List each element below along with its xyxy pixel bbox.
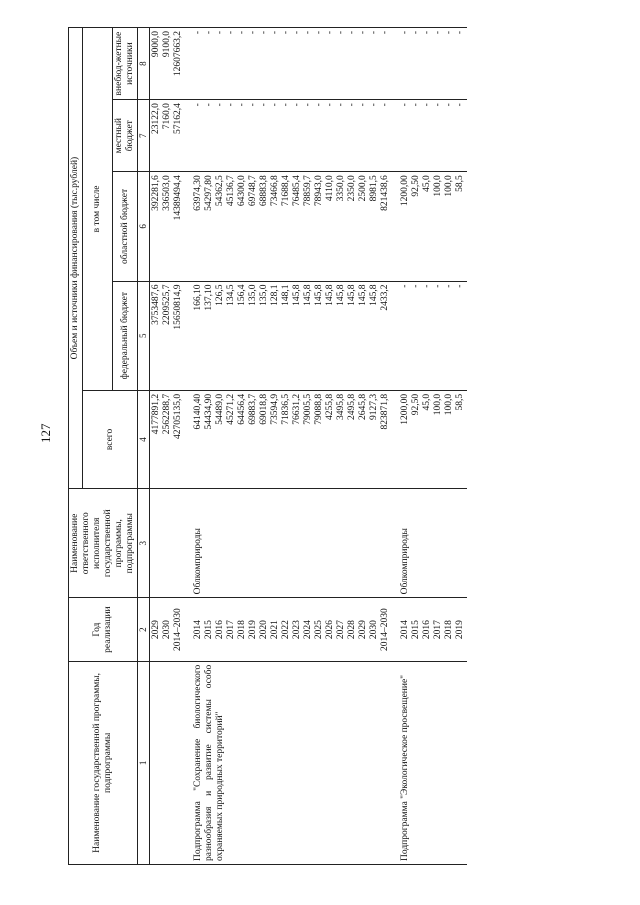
value-line: 2019 <box>248 620 258 640</box>
value-line: - <box>292 103 302 107</box>
value-line: - <box>380 103 390 107</box>
value-line: - <box>369 103 379 107</box>
header-local: местный бюджет <box>113 100 138 172</box>
value-line: 135,0 <box>259 284 269 306</box>
column-number: 4 <box>138 390 150 488</box>
value-line: - <box>248 103 258 107</box>
value-line: 71688,4 <box>281 175 291 207</box>
value-line: 9127,3 <box>369 393 379 420</box>
header-executor: Наименование ответственного исполнителя государственной программы, подпрограммы <box>69 489 138 598</box>
value-line: 54362,5 <box>215 175 225 207</box>
value-line: 823871,8 <box>380 393 390 430</box>
value-line: - <box>400 103 410 107</box>
local-cell: 23122,0 7160,0 57162,4 <box>150 100 186 172</box>
value-line: - <box>336 31 346 35</box>
value-line: 2020 <box>259 620 269 640</box>
value-line: - <box>259 31 269 35</box>
value-line: 78859,7 <box>303 175 313 207</box>
regional-cell: 392281,6 336503,0 14389494,4 <box>150 172 186 281</box>
value-line: 78943,0 <box>314 175 324 207</box>
value-line: 73466,8 <box>270 175 280 207</box>
value-line: - <box>444 103 454 107</box>
value-line: - <box>248 31 258 35</box>
value-line: 92,50 <box>411 175 421 197</box>
value-line: 4110,0 <box>325 175 335 202</box>
value-line: - <box>270 103 280 107</box>
column-number: 6 <box>138 172 150 281</box>
value-line: - <box>422 103 432 107</box>
year-cell <box>185 598 392 661</box>
value-line: - <box>347 31 357 35</box>
value-line: 2023 <box>292 620 302 640</box>
executor-cell <box>150 489 186 598</box>
regional-cell <box>185 172 392 281</box>
local-cell <box>392 100 467 172</box>
value-line: 45,0 <box>422 393 432 411</box>
value-line: - <box>325 31 335 35</box>
value-line: - <box>369 31 379 35</box>
value-line: 145,8 <box>369 284 379 306</box>
value-line: - <box>444 31 454 35</box>
value-line: - <box>325 103 335 107</box>
value-line: 2018 <box>237 620 247 640</box>
value-line: 1200,00 <box>400 175 410 207</box>
value-line: - <box>303 31 313 35</box>
column-number: 2 <box>138 598 150 661</box>
value-line: - <box>411 31 421 35</box>
value-line: 2500,0 <box>358 175 368 202</box>
value-line: 134,5 <box>226 284 236 306</box>
value-line: 2017 <box>433 620 443 640</box>
value-line: - <box>193 103 203 107</box>
value-line: 2028 <box>347 620 357 640</box>
value-line: 69883,7 <box>248 393 258 425</box>
executor-cell: Облкомприроды <box>392 489 467 598</box>
value-line: - <box>336 103 346 107</box>
value-line: 2015 <box>204 620 214 640</box>
header-total: всего <box>83 390 138 488</box>
value-line: 2024 <box>303 620 313 640</box>
biodiversity-subprogram-row <box>185 28 392 865</box>
value-line: 69018,8 <box>259 393 269 425</box>
page-number: 127 <box>38 423 53 443</box>
value-line: 64140,40 <box>193 393 203 430</box>
value-line: 126,5 <box>215 284 225 306</box>
financing-table <box>68 27 467 865</box>
value-line: 2022 <box>281 620 291 640</box>
value-line: - <box>411 103 421 107</box>
value-line: 135,0 <box>248 284 258 306</box>
value-line: - <box>358 103 368 107</box>
value-line: - <box>358 31 368 35</box>
value-line: 3350,0 <box>336 175 346 202</box>
total-cell <box>392 390 467 488</box>
program-name-cell <box>150 661 186 864</box>
value-line: - <box>347 103 357 107</box>
header-including: в том числе <box>83 28 113 391</box>
value-line: 2350,0 <box>347 175 357 202</box>
column-number: 3 <box>138 489 150 598</box>
value-line: 821438,6 <box>380 175 390 211</box>
column-number: 8 <box>138 28 150 100</box>
value-line: - <box>314 31 324 35</box>
value-line: - <box>433 31 443 35</box>
value-line: - <box>422 31 432 35</box>
value-line: 76631,2 <box>292 393 302 425</box>
ecology-education-subprogram-row <box>392 28 467 865</box>
value-line: 63974,30 <box>193 175 203 211</box>
value-line: 2433,2 <box>380 284 390 311</box>
column-number: 7 <box>138 100 150 172</box>
value-line: 79005,5 <box>303 393 313 425</box>
value-line: - <box>226 31 236 35</box>
header-program-name: Наименование государственной программы, подпрограммы <box>69 661 138 864</box>
value-line: - <box>204 103 214 107</box>
value-line: 3495,8 <box>336 393 346 420</box>
extra-cell <box>185 28 392 100</box>
value-line: 1200,00 <box>400 393 410 425</box>
value-line: 54489,0 <box>215 393 225 425</box>
value-line: 2026 <box>325 620 335 640</box>
value-line: 145,8 <box>347 284 357 306</box>
value-line: 45,0 <box>422 175 432 192</box>
value-line: - <box>314 103 324 107</box>
extra-cell: 9000,0 9100,0 12607663,2 <box>150 28 186 100</box>
value-line: - <box>226 103 236 107</box>
value-line: - <box>433 103 443 107</box>
header-extra: внебюд-жетные источники <box>113 28 138 100</box>
value-line: 64300,0 <box>237 175 247 207</box>
value-line: 4255,8 <box>325 393 335 420</box>
rotated-table-sheet <box>68 27 594 865</box>
year-cell: 2029 2030 2014–2030 <box>150 598 186 661</box>
value-line: 2017 <box>226 620 236 640</box>
value-line: - <box>193 31 203 35</box>
value-line: 145,8 <box>325 284 335 306</box>
subprogram-name: Подпрограмма "Экологическое просвещение" <box>392 661 467 864</box>
value-line: - <box>237 103 247 107</box>
value-line: 137,10 <box>204 284 214 311</box>
value-line: - <box>455 284 465 288</box>
total-cell <box>185 390 392 488</box>
subprogram-name: Подпрограмма "Сохранение биологического разнообразия и развитие системы особо охраняемых природных территорий" <box>185 661 392 864</box>
value-line: - <box>259 103 269 107</box>
value-line: - <box>237 31 247 35</box>
value-line: - <box>411 284 421 288</box>
header-regional: областной бюджет <box>113 172 138 281</box>
value-line: 145,8 <box>358 284 368 306</box>
value-line: - <box>422 284 432 288</box>
value-line: - <box>204 31 214 35</box>
value-line: 2021 <box>270 620 280 640</box>
value-line: 73594,9 <box>270 393 280 425</box>
value-line: 100,0 <box>444 175 454 197</box>
year-cell <box>392 598 467 661</box>
value-line: - <box>444 284 454 288</box>
value-line: 54297,80 <box>204 175 214 211</box>
value-line: 2016 <box>215 620 225 640</box>
value-line: 128,1 <box>270 284 280 306</box>
value-line: 92,50 <box>411 393 421 416</box>
column-number: 5 <box>138 281 150 390</box>
value-line: - <box>400 284 410 288</box>
value-line: 2029 <box>358 620 368 640</box>
value-line: 68883,8 <box>259 175 269 207</box>
federal-cell: 3753487,6 2209525,7 15650814,9 <box>150 281 186 390</box>
value-line: 2018 <box>444 620 454 640</box>
value-line: 2645,8 <box>358 393 368 420</box>
value-line: - <box>215 103 225 107</box>
value-line: 2015 <box>411 620 421 640</box>
value-line: 145,8 <box>314 284 324 306</box>
value-line: 145,8 <box>292 284 302 306</box>
value-line: 100,0 <box>444 393 454 416</box>
value-line: - <box>292 31 302 35</box>
value-line: 100,0 <box>433 393 443 416</box>
value-line: 2030 <box>369 620 379 640</box>
header-year: Год реализации <box>69 598 138 661</box>
federal-cell <box>185 281 392 390</box>
value-line: 8981,5 <box>369 175 379 202</box>
value-line: 45136,7 <box>226 175 236 207</box>
value-line: - <box>455 103 465 107</box>
value-line: - <box>380 31 390 35</box>
value-line: - <box>270 31 280 35</box>
value-line: 166,10 <box>193 284 203 311</box>
program-total-row <box>150 28 186 865</box>
value-line: 58,5 <box>455 175 465 192</box>
column-number: 1 <box>138 661 150 864</box>
value-line: 76485,4 <box>292 175 302 207</box>
value-line: 100,0 <box>433 175 443 197</box>
value-line: - <box>433 284 443 288</box>
extra-cell <box>392 28 467 100</box>
value-line: 145,8 <box>303 284 313 306</box>
value-line: 79088,8 <box>314 393 324 425</box>
value-line: 2025 <box>314 620 324 640</box>
value-line: 156,4 <box>237 284 247 306</box>
value-line: 54434,90 <box>204 393 214 430</box>
value-line: 71836,5 <box>281 393 291 425</box>
value-line: - <box>281 103 291 107</box>
value-line: 2014–2030 <box>380 608 390 651</box>
value-line: - <box>215 31 225 35</box>
value-line: 2027 <box>336 620 346 640</box>
header-federal: федеральный бюджет <box>113 281 138 390</box>
value-line: 69748,7 <box>248 175 258 207</box>
value-line: 2014 <box>400 620 410 640</box>
header-volume: Объем и источники финансирования (тыс.рублей) <box>69 28 83 489</box>
value-line: - <box>281 31 291 35</box>
regional-cell <box>392 172 467 281</box>
local-cell <box>185 100 392 172</box>
value-line: - <box>303 103 313 107</box>
value-line: - <box>455 31 465 35</box>
value-line: 148,1 <box>281 284 291 306</box>
value-line: 58,5 <box>455 393 465 411</box>
value-line: - <box>400 31 410 35</box>
total-cell: 4177891,2 2562288,7 42705135,0 <box>150 390 186 488</box>
value-line: 2016 <box>422 620 432 640</box>
value-line: 145,8 <box>336 284 346 306</box>
value-line: 2014 <box>193 620 203 640</box>
value-line: 45271,2 <box>226 393 236 425</box>
executor-cell: Облкомприроды <box>185 489 392 598</box>
value-line: 64456,4 <box>237 393 247 425</box>
value-line: 2019 <box>455 620 465 640</box>
federal-cell <box>392 281 467 390</box>
value-line: 2495,8 <box>347 393 357 420</box>
